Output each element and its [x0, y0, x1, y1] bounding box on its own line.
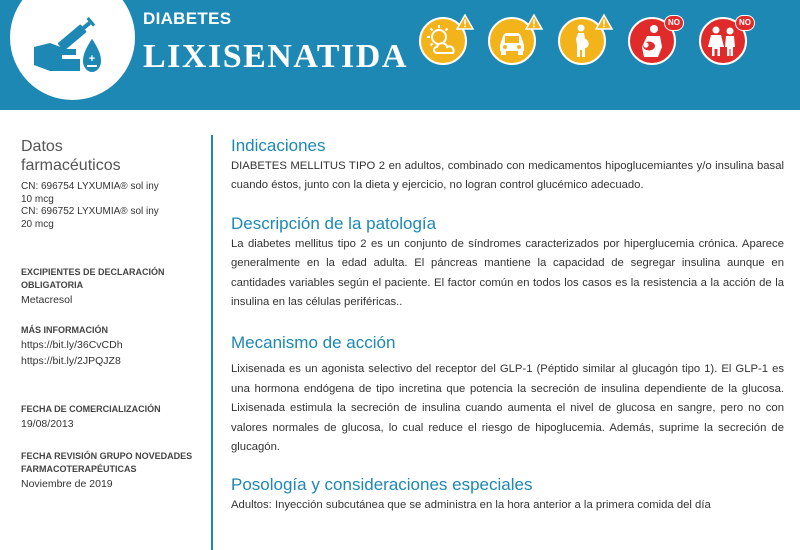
revision-date: Noviembre de 2019: [21, 478, 113, 490]
car-warning-icon: [488, 17, 536, 65]
children-no-icon: [699, 17, 751, 65]
category-label: DIABETES: [143, 9, 232, 28]
revision-date-heading: FECHA REVISIÓN GRUPO NOVEDADES: [21, 451, 193, 461]
more-info-heading: MÁS INFORMACIÓN: [21, 325, 108, 335]
breastfeeding-no-icon: [628, 17, 680, 65]
commercialization-date: 19/08/2013: [21, 418, 74, 430]
indicaciones-heading: Indicaciones: [231, 136, 326, 155]
alert-triangle-icon: [525, 14, 543, 30]
no-badge: NO: [735, 15, 755, 31]
sidebar-title: farmacéuticos: [21, 157, 121, 174]
mecanismo-heading: Mecanismo de acción: [231, 333, 396, 353]
diabetes-syringe-drop-icon: [32, 13, 112, 77]
more-info-link[interactable]: https://bit.ly/2JPQJZ8: [21, 355, 121, 367]
cn-code: CN: 696752 LYXUMIA® sol iny: [21, 206, 159, 217]
header-banner: [0, 0, 800, 110]
cn-code: CN: 696754 LYXUMIA® sol iny: [21, 181, 159, 192]
pregnancy-warning-icon: [558, 17, 606, 65]
alert-triangle-icon: [595, 14, 613, 30]
more-info-link[interactable]: https://bit.ly/36CvCDh: [21, 339, 123, 351]
cn-code: 10 mcg: [21, 193, 54, 205]
mecanismo-text: Lixisenada es un agonista selectivo del receptor del GLP-1 (Péptido similar al glucagón tipo 1). El GLP-1 es una hormona endógena de tipo incretina que potencia la secreción de insulina dependiente de la glucosa. Lixisenada estimula la secreción de insulina cuando aumenta el nivel de glucosa en sangre, pero no con valores normales de glucosa, lo cual reduce el riesgo de hipoglucemia. Además, suprime la secreción de glucagón.: [231, 363, 784, 454]
main-content: [231, 135, 784, 516]
vertical-divider: [211, 135, 213, 550]
posologia-text: Adultos: Inyección subcutánea que se administra en la hora anterior a la primera comida del día: [231, 499, 711, 512]
cn-code: 20 mcg: [21, 218, 54, 230]
excipients-heading: OBLIGATORIA: [21, 280, 84, 290]
sun-cloud-warning-icon: [419, 17, 467, 65]
logo-circle: [10, 0, 135, 100]
sidebar-title: Datos: [21, 138, 63, 155]
patologia-heading: Descripción de la patología: [231, 213, 437, 233]
indicaciones-text: DIABETES MELLITUS TIPO 2 en adultos, combinado con medicamentos hipoglucemiantes y/o insulina basal cuando éstos, junto con la dieta y ejercicio, no logran control glucémico adecuado.: [231, 160, 784, 192]
no-badge: NO: [664, 15, 684, 31]
commercialization-date-heading: FECHA DE COMERCIALIZACIÓN: [21, 404, 161, 414]
pharmaceutical-data-sidebar: [21, 137, 206, 492]
drug-name-title: LIXISENATIDA: [143, 38, 408, 75]
excipients-heading: EXCIPIENTES DE DECLARACIÓN: [21, 267, 165, 277]
posologia-heading: Posología y consideraciones especiales: [231, 475, 533, 495]
svg-text:+: +: [88, 53, 96, 65]
patologia-text: La diabetes mellitus tipo 2 es un conjunto de síndromes caracterizados por hiperglucemia crónica. Aparece generalmente en la edad adulta. El páncreas mantiene la capacidad de segregar insulina aunque en cantidades variables según el paciente. El factor común en todos los casos es la resistencia a la acción de la insulina en las células periféricas..: [231, 237, 784, 309]
alert-triangle-icon: [456, 14, 474, 30]
excipients-value: Metacresol: [21, 294, 73, 306]
revision-date-heading: FARMACOTERAPÉUTICAS: [21, 464, 137, 474]
